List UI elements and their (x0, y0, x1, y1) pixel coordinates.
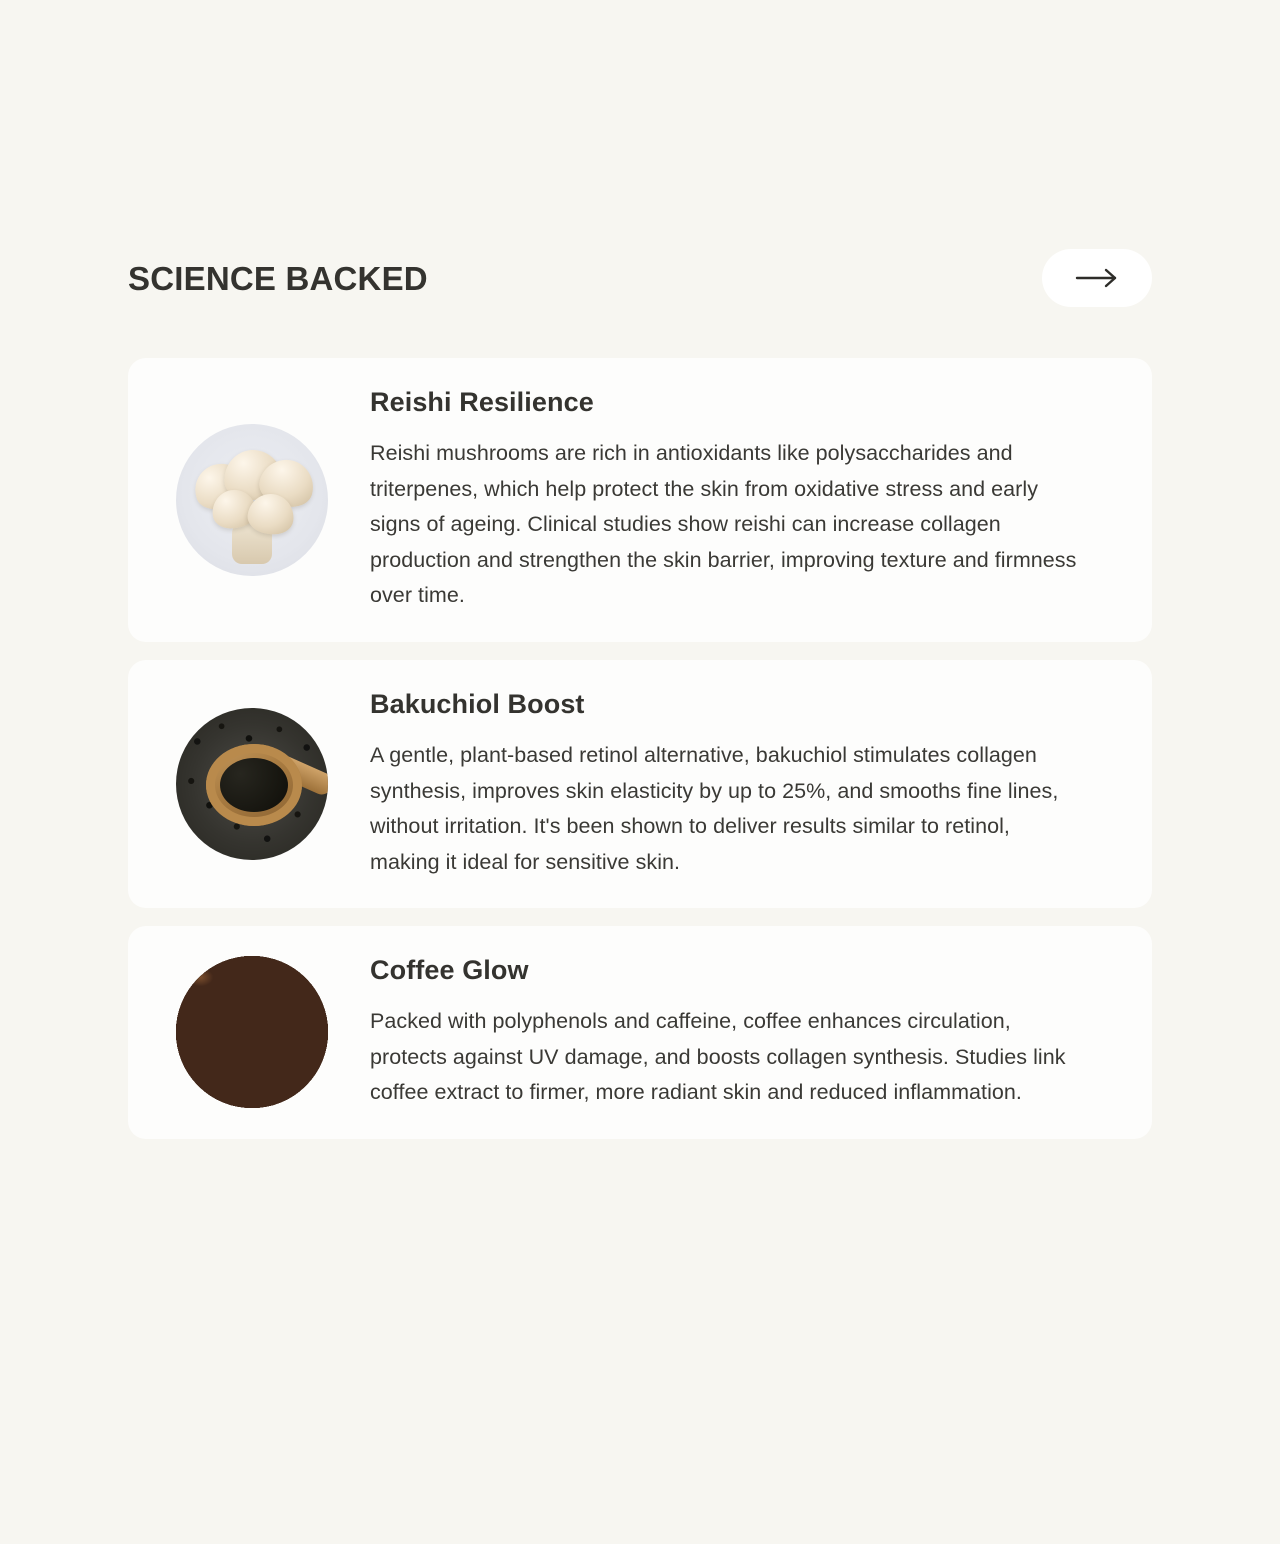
list-item[interactable] (128, 926, 1152, 1139)
coffee-beans-photo (176, 956, 328, 1108)
card-title: Bakuchiol Boost (370, 688, 585, 719)
reishi-mushroom-photo (176, 424, 328, 576)
card-body (370, 386, 1112, 614)
section-header (128, 243, 1152, 313)
card-body (370, 688, 1112, 880)
next-slide-button[interactable] (1042, 249, 1152, 307)
card-body (370, 954, 1112, 1111)
card-description: Reishi mushrooms are rich in antioxidants like polysaccharides and triterpenes, which help protect the skin from oxidative stress and early signs of ageing. Clinical studies show reishi can increase collagen production and strengthen the skin barrier, improving texture and firmness over time. (370, 441, 1077, 608)
arrow-right-icon (1075, 268, 1119, 288)
card-description: Packed with polyphenols and caffeine, coffee enhances circulation, protects against UV damage, and boosts collagen synthesis. Studies link coffee extract to firmer, more radiant skin and reduced inflammation. (370, 1009, 1066, 1105)
card-title: Reishi Resilience (370, 387, 594, 417)
list-item[interactable] (128, 660, 1152, 908)
bakuchiol-seeds-scoop-photo (176, 708, 328, 860)
card-title: Coffee Glow (370, 955, 529, 985)
page-title: SCIENCE BACKED (128, 259, 428, 297)
list-item[interactable] (128, 358, 1152, 642)
card-description: A gentle, plant-based retinol alternative, bakuchiol stimulates collagen synthesis, improves skin elasticity by up to 25%, and smooths fine lines, without irritation. It's been shown to deliver results similar to retinol, making it ideal for sensitive skin. (370, 743, 1059, 874)
science-card-list (128, 358, 1152, 1157)
